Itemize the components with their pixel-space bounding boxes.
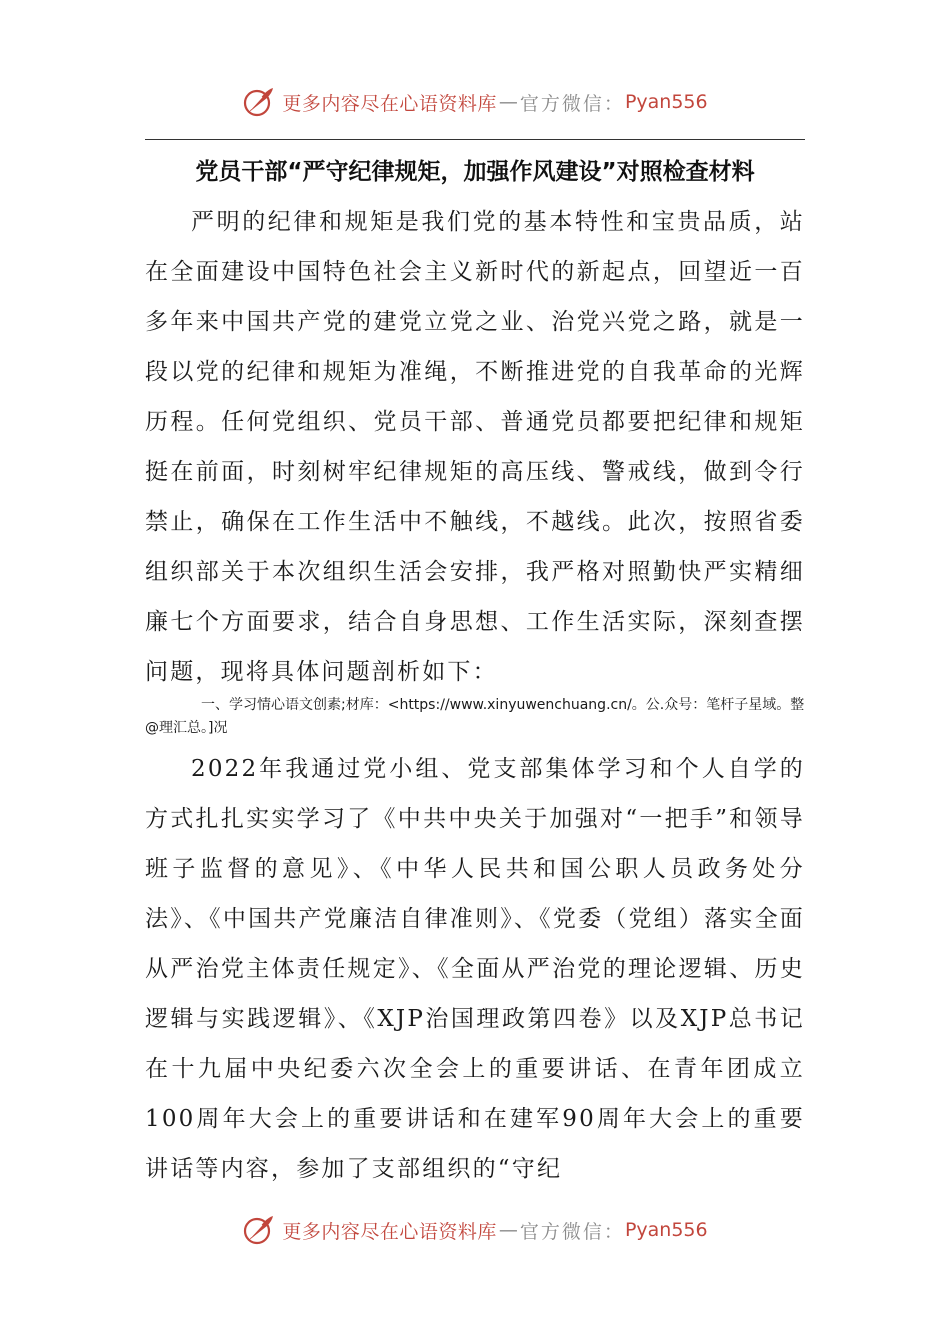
watermark-wechat-id: Pyan556 [624,1219,708,1241]
watermark-official-label: 官方微信： [519,92,625,115]
quill-pen-logo-icon [242,85,276,119]
watermark-wechat-id: Pyan556 [624,91,708,113]
watermark-dash: — [498,91,518,113]
quill-pen-logo-icon [242,1213,276,1247]
header-watermark-banner [0,82,950,122]
watermark-brand-text: 更多内容尽在心语资料库 [282,92,497,115]
watermark-official-label: 官方微信： [519,1220,625,1243]
document-title: 党员干部“严守纪律规矩，加强作风建设”对照检查材料 [195,159,755,185]
watermark-brand-text: 更多内容尽在心语资料库 [282,1220,497,1243]
body-paragraph-intro: 严明的纪律和规矩是我们党的基本特性和宝贵品质，站在全面建设中国特色社会主义新时代的新起点，回望近一百多年来中国共产党的建党立党之业、治党兴党之路，就是一段以党的纪律和规矩为准绳，不断推进党的自我革命的光辉历程。任何党组织、党员干部、普通党员都要把纪律和规矩挺在前面，时刻树牢纪律规矩的高压线、警戒线，做到令行禁止，确保在工作生活中不触线，不越线。此次，按照省委组织部关于本次组织生活会安排，我严格对照勤快严实精细廉七个方面要求，结合自身思想、工作生活实际，深刻查摆问题，现将具体问题剖析如下： [145,209,805,685]
section-heading-study: 一、学习情心语文创素;材库：<https://www.xinyuwenchuang.cn/。公.众号：笔杆子星域。整@理汇总。]况 [145,697,805,736]
header-divider [145,139,805,140]
body-paragraph-study: 2022年我通过党小组、党支部集体学习和个人自学的方式扎扎实实学习了《中共中央关于加强对“一把手”和领导班子监督的意见》、《中华人民共和国公职人员政务处分法》、《中国共产党廉洁自律准则》、《党委（党组）落实全面从严治党主体责任规定》、《全面从严治党的理论逻辑、历史逻辑与实践逻辑》、《XJP治国理政第四卷》以及XJP总书记在十九届中央纪委六次全会上的重要讲话、在青年团成立100周年大会上的重要讲话和在建军90周年大会上的重要讲话等内容，参加了支部组织的“守纪 [145,756,805,1182]
footer-watermark-banner [0,1210,950,1250]
watermark-dash: — [498,1219,518,1241]
